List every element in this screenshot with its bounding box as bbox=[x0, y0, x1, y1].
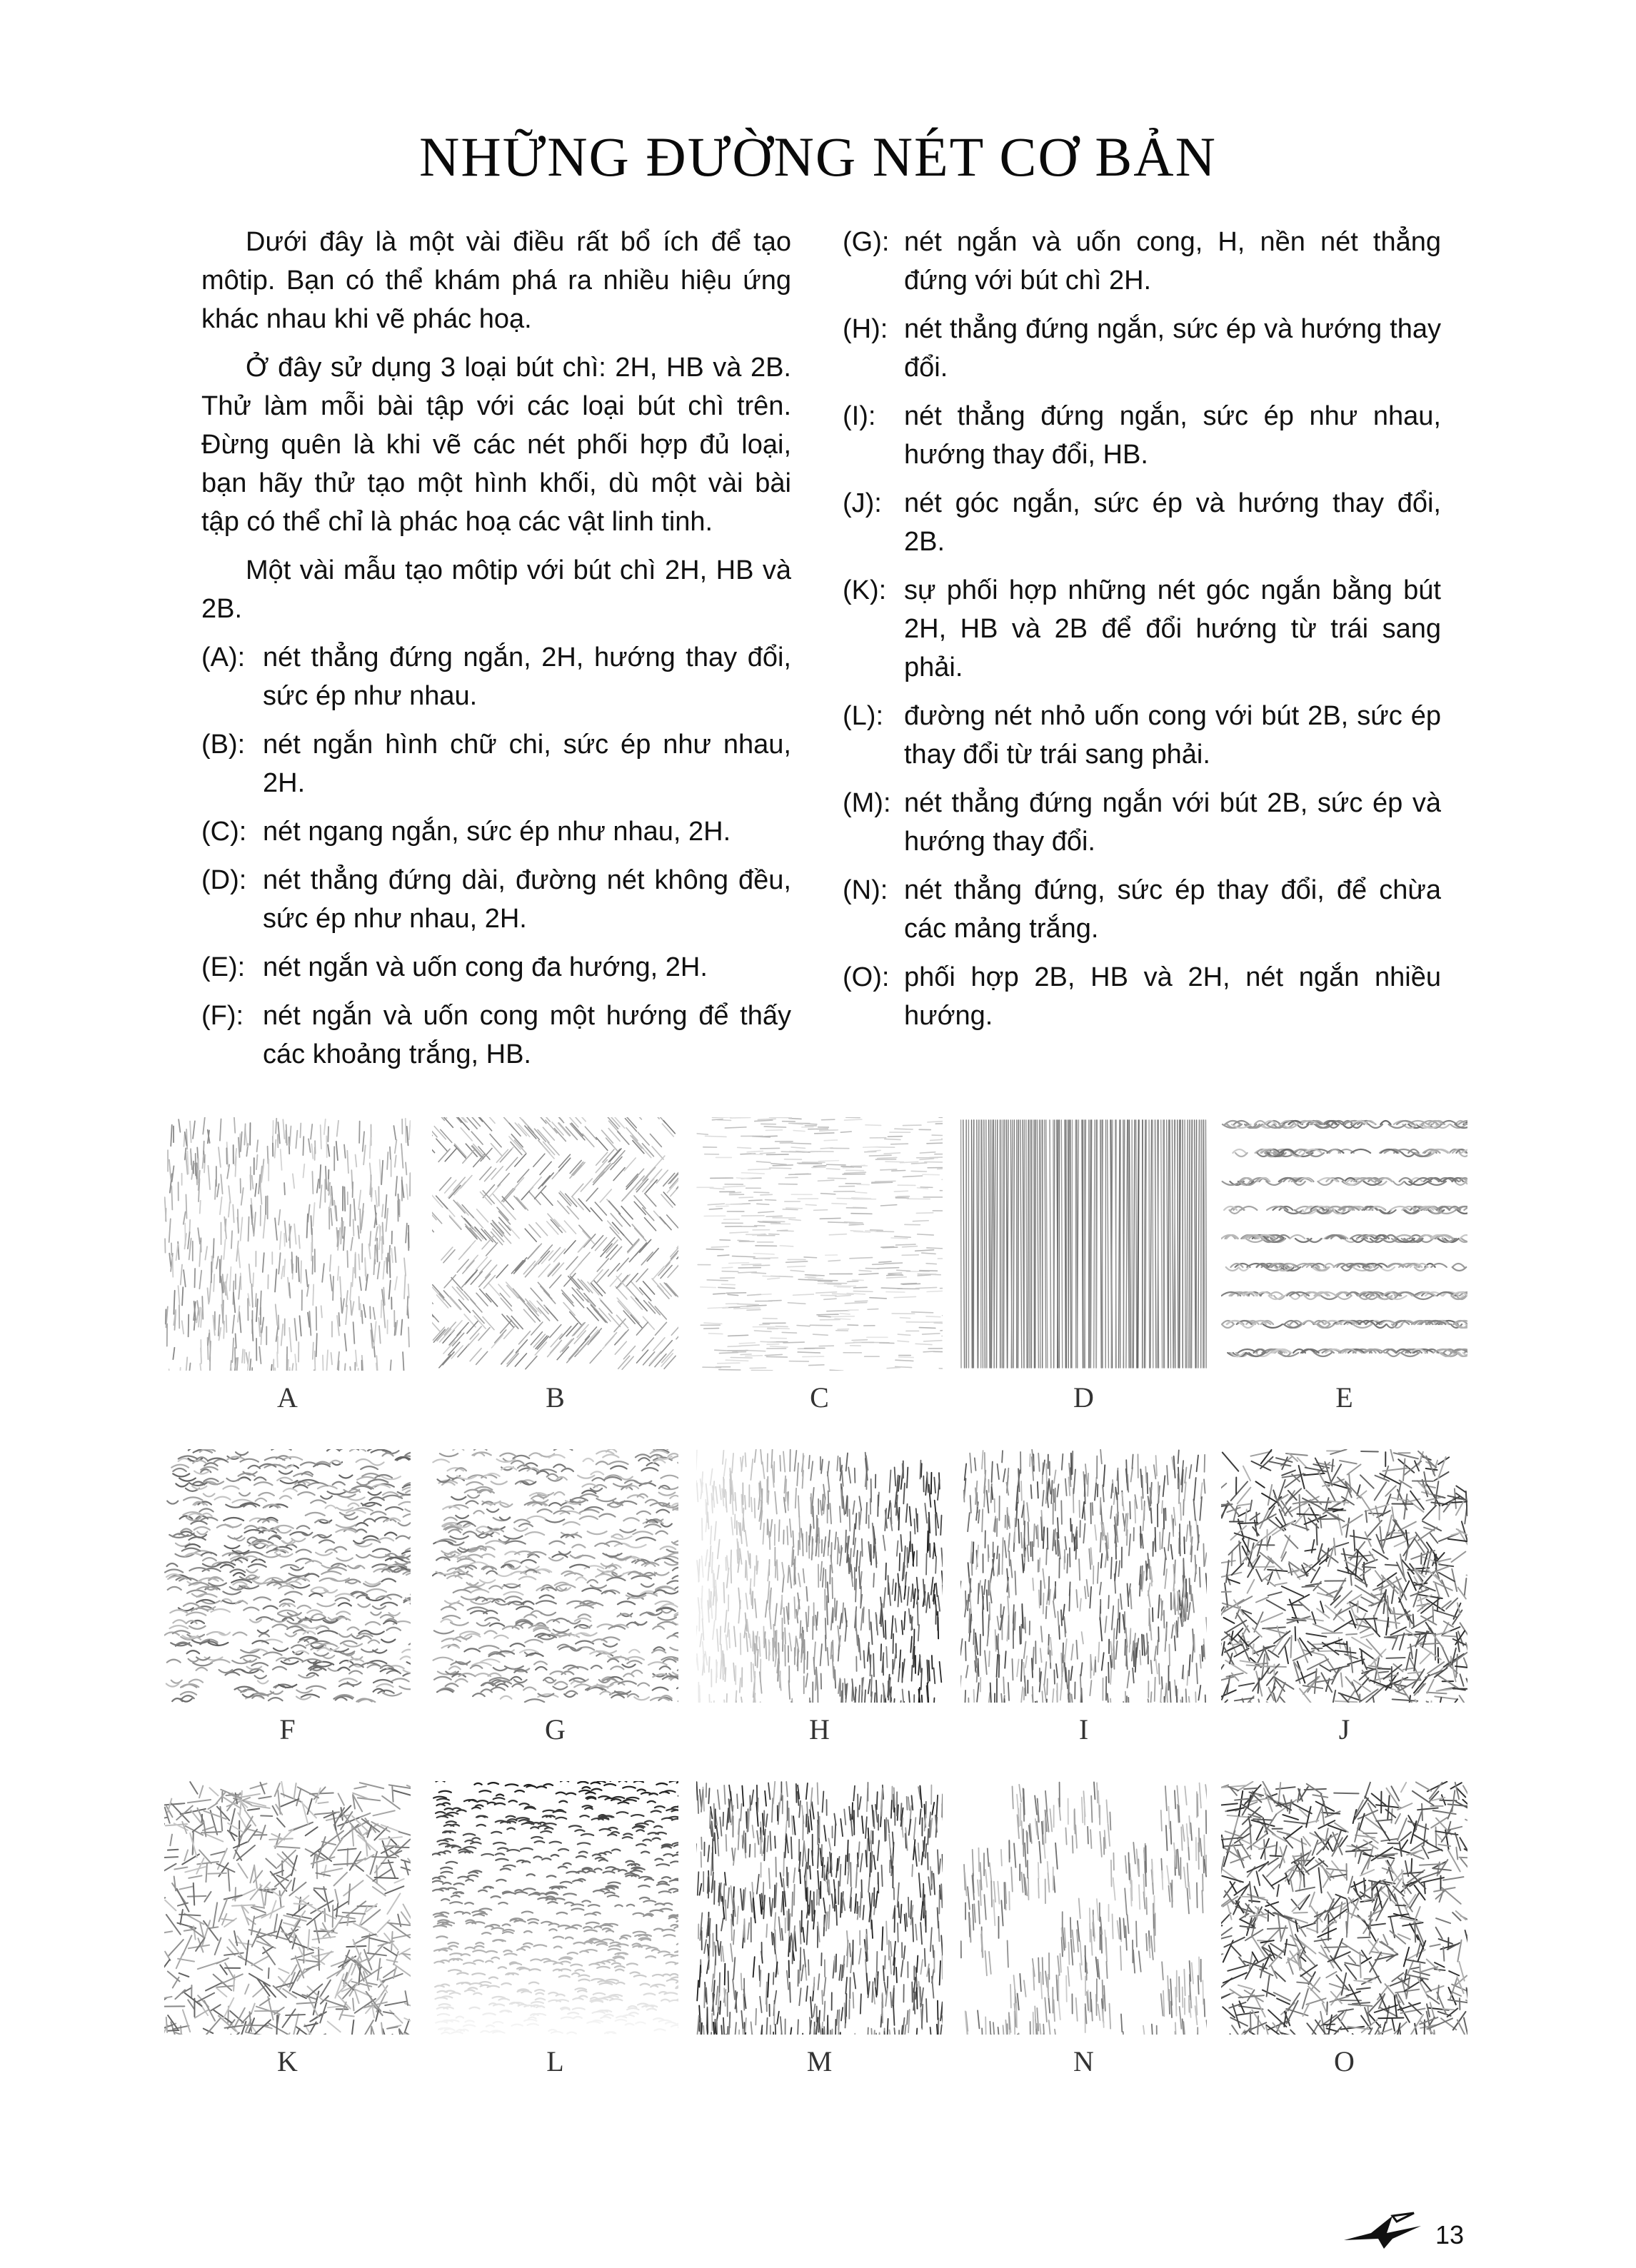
texture-swatch-g bbox=[432, 1449, 678, 1703]
swatch-label-j: J bbox=[1338, 1713, 1350, 1745]
page-title: NHỮNG ĐƯỜNG NÉT CƠ BẢN bbox=[419, 126, 1217, 188]
swatch-label-i: I bbox=[1078, 1713, 1089, 1745]
swatch-label-b: B bbox=[546, 1381, 565, 1413]
texture-swatch-b bbox=[432, 1117, 678, 1371]
swatch-label-l: L bbox=[546, 2045, 564, 2077]
list-item-c: (C): nét ngang ngắn, sức ép như nhau, 2H. bbox=[201, 817, 731, 847]
right-column bbox=[843, 223, 1441, 1045]
texture-swatch-c bbox=[696, 1117, 943, 1371]
swatch-label-h: H bbox=[809, 1713, 830, 1745]
swatch-label-d: D bbox=[1073, 1381, 1094, 1413]
list-item-o: (O): phối hợp 2B, HB và 2H, nét ngắn nhiều hướng. bbox=[843, 962, 1441, 1031]
texture-swatch-k bbox=[164, 1781, 411, 2035]
list-item-l: (L): đường nét nhỏ uốn cong với bút 2B, sức ép thay đổi từ trái sang phải. bbox=[843, 701, 1441, 770]
page-number: 13 bbox=[1435, 2220, 1465, 2249]
list-item-i: (I): nét thẳng đứng ngắn, sức ép như nhau, hướng thay đổi, HB. bbox=[843, 401, 1441, 470]
intro-paragraph-3: Một vài mẫu tạo môtip với bút chì 2H, HB và 2B. bbox=[201, 555, 791, 624]
intro-paragraph-1: Dưới đây là một vài điều rất bổ ích để tạo môtip. Bạn có thể khám phá ra nhiều hiệu ứng khác nhau khi vẽ phác hoạ. bbox=[201, 227, 791, 334]
list-item-f: (F): nét ngắn và uốn cong một hướng để thấy các khoảng trắng, HB. bbox=[201, 1001, 791, 1069]
texture-swatch-m bbox=[696, 1781, 943, 2035]
texture-swatch-j bbox=[1221, 1449, 1467, 1703]
list-item-a: (A): nét thẳng đứng ngắn, 2H, hướng thay đổi, sức ép như nhau. bbox=[201, 642, 791, 711]
list-item-m: (M): nét thẳng đứng ngắn với bút 2B, sức ép và hướng thay đổi. bbox=[843, 788, 1441, 857]
texture-swatch-e bbox=[1221, 1117, 1467, 1371]
list-item-h: (H): nét thẳng đứng ngắn, sức ép và hướng thay đổi. bbox=[843, 314, 1441, 383]
swatch-label-e: E bbox=[1335, 1381, 1353, 1413]
texture-swatch-d bbox=[960, 1117, 1207, 1371]
texture-swatch-l bbox=[432, 1781, 678, 2035]
list-item-n: (N): nét thẳng đứng, sức ép thay đổi, để chừa các mảng trắng. bbox=[843, 875, 1441, 944]
list-item-g: (G): nét ngắn và uốn cong, H, nền nét thẳng đứng với bút chì 2H. bbox=[843, 227, 1441, 296]
list-item-e: (E): nét ngắn và uốn cong đa hướng, 2H. bbox=[201, 952, 708, 982]
swatch-label-g: G bbox=[545, 1713, 566, 1745]
list-item-j: (J): nét góc ngắn, sức ép và hướng thay đổi, 2B. bbox=[843, 488, 1441, 557]
list-item-b: (B): nét ngắn hình chữ chi, sức ép như nhau, 2H. bbox=[201, 730, 791, 798]
texture-swatch-i bbox=[960, 1449, 1207, 1703]
texture-swatch-a bbox=[164, 1117, 411, 1371]
intro-paragraph-2: Ở đây sử dụng 3 loại bút chì: 2H, HB và 2B. Thử làm mỗi bài tập với các loại bút chì trên. Đừng quên là khi vẽ các nét phối hợp đủ loại, bạn hãy thử tạo một hình khối, dù một vài bài tập có thể chỉ là phác hoạ các vật linh tinh. bbox=[201, 353, 791, 537]
bird-ornament-icon bbox=[1343, 2212, 1428, 2252]
swatch-label-a: A bbox=[277, 1381, 298, 1413]
left-column bbox=[201, 223, 791, 1084]
swatch-label-n: N bbox=[1073, 2045, 1094, 2077]
list-item-k: (K): sự phối hợp những nét góc ngắn bằng bút 2H, HB và 2B để đổi hướng từ trái sang phải. bbox=[843, 575, 1441, 682]
list-item-d: (D): nét thẳng đứng dài, đường nét không đều, sức ép như nhau, 2H. bbox=[201, 865, 791, 934]
texture-swatch-h bbox=[696, 1449, 943, 1703]
swatch-label-o: O bbox=[1334, 2045, 1355, 2077]
swatch-label-f: F bbox=[279, 1713, 296, 1745]
swatch-label-c: C bbox=[810, 1381, 829, 1413]
texture-swatch-f bbox=[164, 1449, 411, 1703]
texture-swatch-o bbox=[1221, 1781, 1467, 2035]
swatch-label-k: K bbox=[277, 2045, 298, 2077]
texture-swatch-n bbox=[960, 1781, 1207, 2035]
swatch-label-m: M bbox=[806, 2045, 833, 2077]
